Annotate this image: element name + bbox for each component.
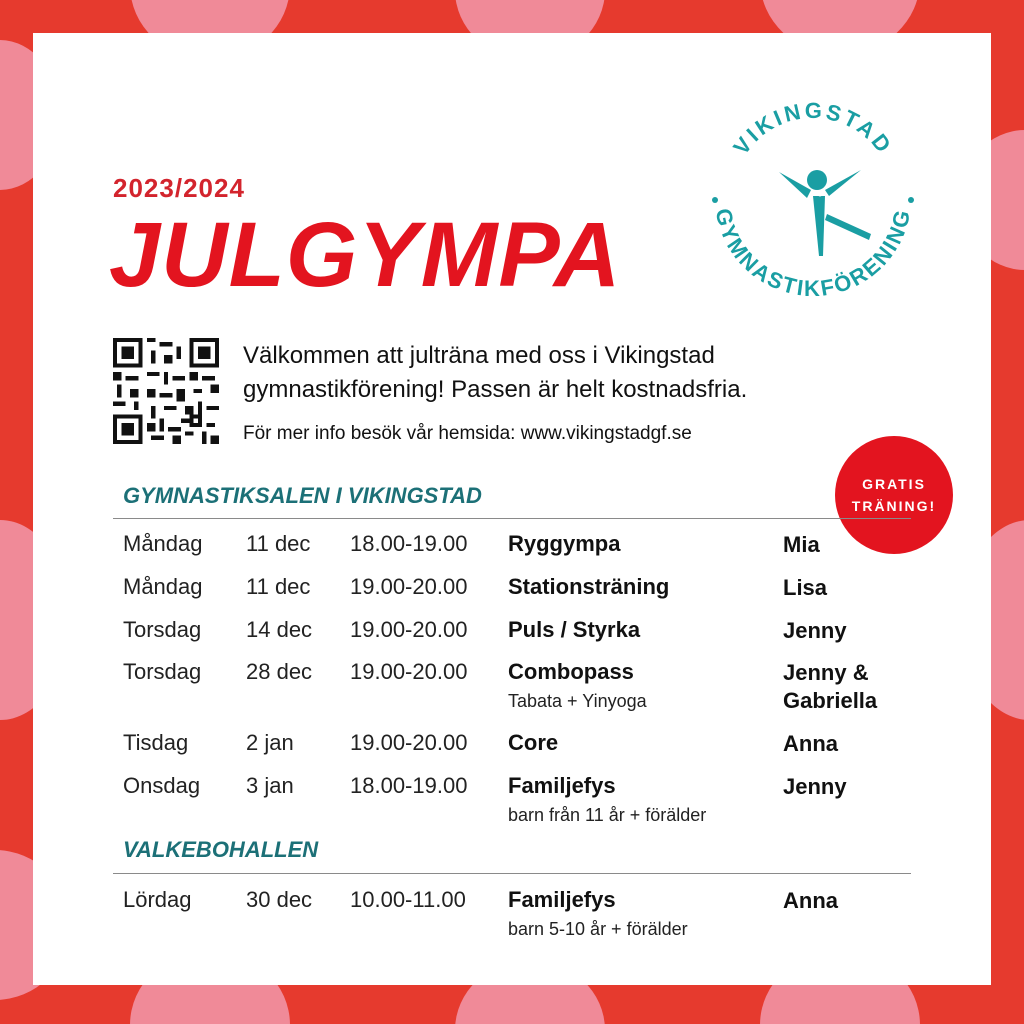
schedule-row xyxy=(123,887,923,947)
badge-line-2: TRÄNING! xyxy=(851,498,937,514)
date: 28 dec xyxy=(246,659,313,684)
time: 19.00-20.00 xyxy=(350,617,468,642)
leader: Anna xyxy=(783,731,838,756)
date: 30 dec xyxy=(246,887,313,912)
schedule-row xyxy=(123,773,923,833)
date: 11 dec xyxy=(246,574,311,599)
activity: Stationsträning xyxy=(508,574,670,599)
time: 19.00-20.00 xyxy=(350,574,468,599)
time: 18.00-19.00 xyxy=(350,773,468,798)
activity: Ryggympa xyxy=(508,531,621,556)
vikingstad-logo xyxy=(693,78,933,318)
activity: Puls / Styrka xyxy=(508,617,641,642)
day: Lördag xyxy=(123,887,192,912)
section-heading: GYMNASTIKSALEN I VIKINGSTAD xyxy=(123,483,482,508)
day: Tisdag xyxy=(123,730,189,755)
leader: Jenny & Gabriella xyxy=(783,660,878,713)
leader: Lisa xyxy=(783,575,828,600)
leader: Anna xyxy=(783,888,838,913)
section-divider xyxy=(113,873,911,874)
activity-note: barn från 11 år + förälder xyxy=(508,805,707,825)
section-heading: VALKEBOHALLEN xyxy=(123,837,319,862)
qr-code xyxy=(113,338,219,444)
activity: Familjefys xyxy=(508,773,616,798)
activity: Familjefys xyxy=(508,887,616,912)
leader: Jenny xyxy=(783,774,847,799)
date: 11 dec xyxy=(246,531,311,556)
day: Torsdag xyxy=(123,659,202,684)
day: Torsdag xyxy=(123,617,202,642)
activity-note: Tabata + Yinyoga xyxy=(508,691,647,711)
time: 19.00-20.00 xyxy=(350,659,468,684)
poster-card xyxy=(33,33,991,985)
time: 10.00-11.00 xyxy=(350,887,466,912)
date: 14 dec xyxy=(246,617,313,642)
page-title: JULGYMPA xyxy=(109,204,622,306)
leader: Jenny xyxy=(783,618,847,643)
time: 19.00-20.00 xyxy=(350,730,468,755)
logo-top-text: VIKINGSTAD xyxy=(728,97,898,160)
gymnast-icon xyxy=(779,170,871,256)
activity: Core xyxy=(508,730,559,755)
day: Onsdag xyxy=(123,773,201,798)
season-label: 2023/2024 xyxy=(113,173,245,203)
day: Måndag xyxy=(123,531,203,556)
activity: Combopass xyxy=(508,659,634,684)
activity-note: barn 5-10 år + förälder xyxy=(508,919,688,939)
leader: Mia xyxy=(783,532,820,557)
date: 3 jan xyxy=(246,773,294,798)
time: 18.00-19.00 xyxy=(350,531,468,556)
logo-bottom-text: GYMNASTIKFÖRENING xyxy=(710,206,916,301)
schedule-row xyxy=(123,659,923,719)
day: Måndag xyxy=(123,574,203,599)
badge-line-1: GRATIS xyxy=(862,476,926,492)
intro-text: Välkommen att julträna med oss i Vikingstad gymnastikförening! Passen är helt kostnadsfria. xyxy=(243,342,748,403)
website-info: För mer info besök vår hemsida: www.vikingstadgf.se xyxy=(243,423,692,444)
date: 2 jan xyxy=(246,730,294,755)
section-divider xyxy=(113,518,911,519)
